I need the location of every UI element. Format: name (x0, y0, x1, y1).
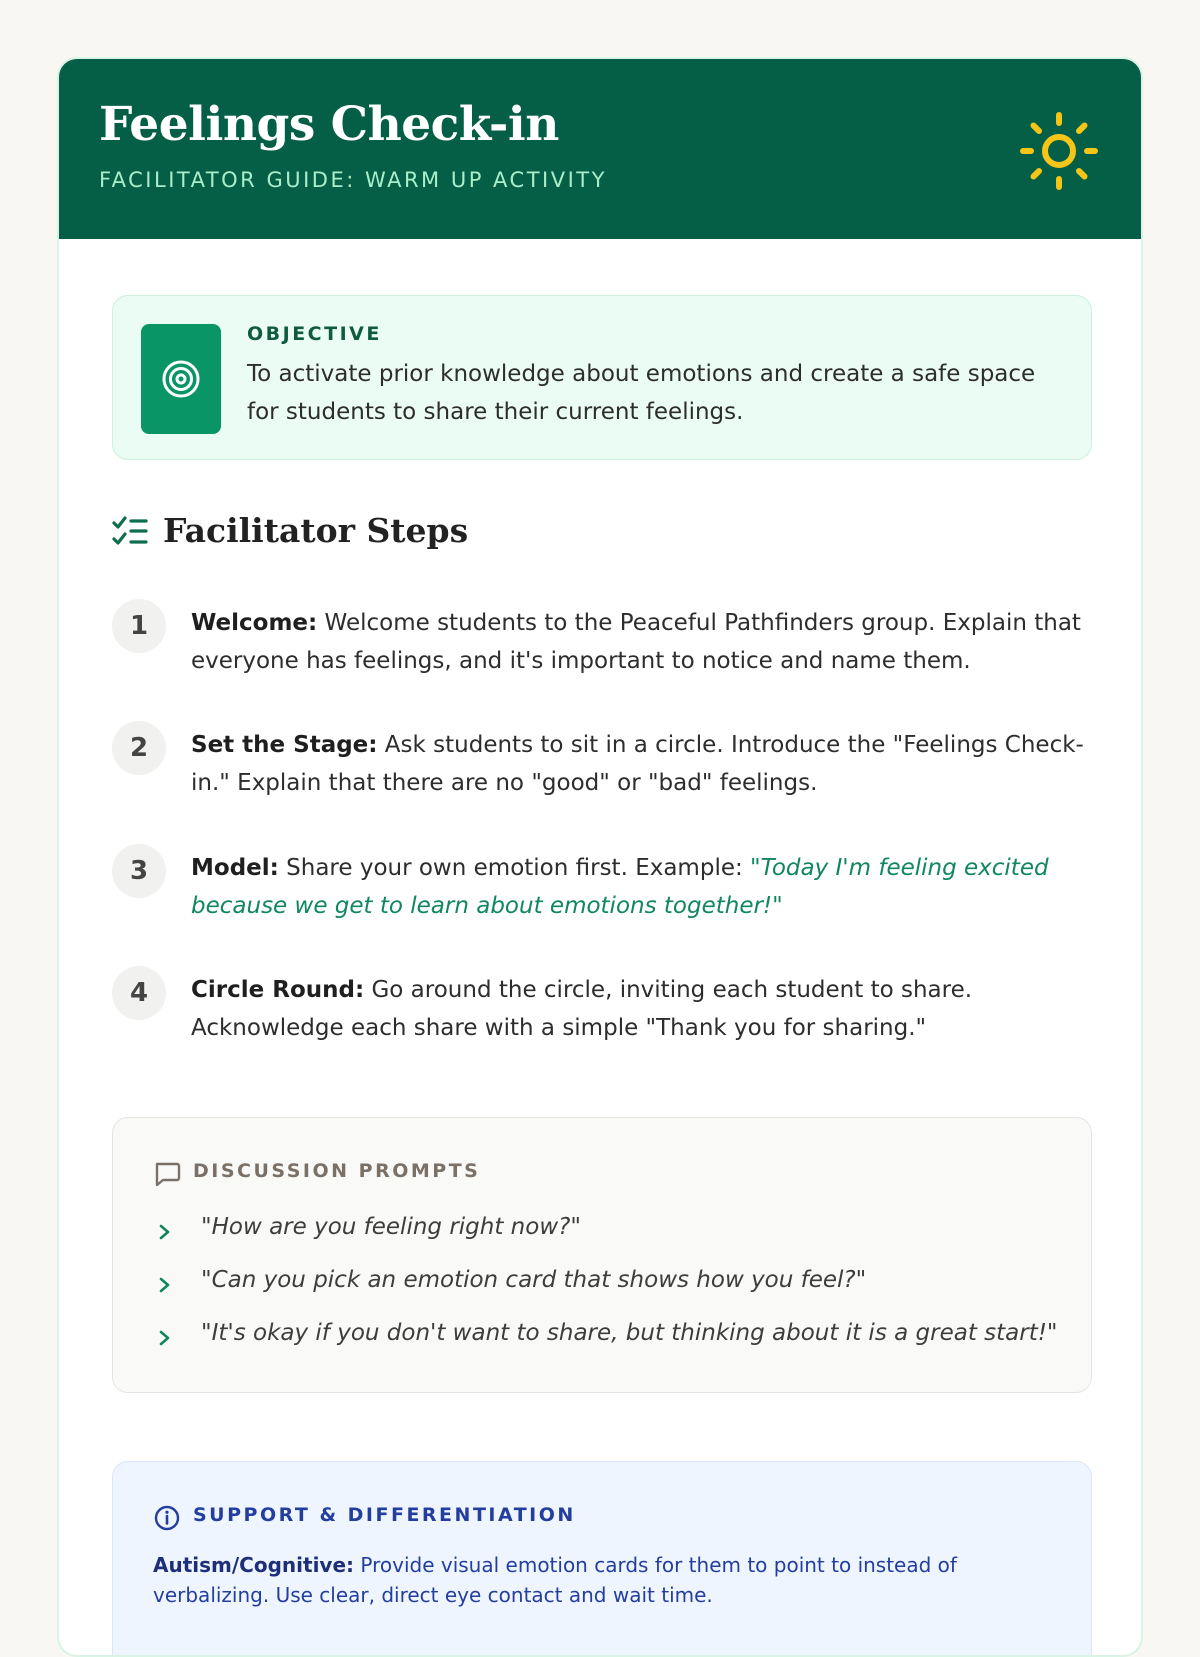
step-description: Welcome students to the Peaceful Pathfinders group. Explain that everyone has feelings, and it's important to notice and name them. (191, 610, 1081, 674)
prompts-label: DISCUSSION PROMPTS (193, 1160, 481, 1182)
step-number: 2 (112, 721, 166, 775)
info-icon (153, 1504, 181, 1532)
support-item-text: Provide visual emotion cards for them to point to instead of verbalizing. Use clear, direct eye contact and wait time. (153, 1553, 957, 1607)
page-subtitle: FACILITATOR GUIDE: WARM UP ACTIVITY (99, 168, 607, 192)
step-text (191, 604, 1096, 680)
step-title: Model: (191, 855, 279, 881)
objective-text: To activate prior knowledge about emotions and create a safe space for students to share their current feelings. (247, 361, 1036, 425)
step-number: 3 (112, 844, 166, 898)
support-box (112, 1461, 1092, 1657)
target-icon (161, 359, 201, 399)
objective-label: OBJECTIVE (247, 323, 382, 345)
prompt-text: "It's okay if you don't want to share, but thinking about it is a great start!" (201, 1320, 1058, 1346)
step-number: 1 (112, 599, 166, 653)
support-text (153, 1550, 1053, 1610)
chevron-right-icon (157, 1275, 173, 1295)
prompt-text: "Can you pick an emotion card that shows how you feel?" (201, 1267, 867, 1293)
step-text (191, 849, 1096, 925)
step-description: Go around the circle, inviting each student to share. Acknowledge each share with a simple "Thank you for sharing." (191, 977, 973, 1041)
objective-icon-box (141, 324, 221, 434)
activity-card (57, 57, 1143, 1657)
chevron-right-icon (157, 1222, 173, 1242)
page-title: Feelings Check-in (99, 97, 559, 152)
support-item-title: Autism/Cognitive: (153, 1553, 355, 1577)
checklist-icon (112, 515, 148, 549)
support-label: SUPPORT & DIFFERENTIATION (193, 1504, 576, 1526)
discussion-prompts-box (112, 1117, 1092, 1393)
step-title: Circle Round: (191, 977, 365, 1003)
step-text (191, 726, 1096, 802)
speech-bubble-icon (153, 1160, 181, 1188)
steps-title: Facilitator Steps (163, 511, 469, 550)
step-title: Welcome: (191, 610, 318, 636)
objective-box (112, 295, 1092, 460)
step-example-quote: "Today I'm feeling excited because we get to learn about emotions together!" (191, 855, 1049, 919)
step-title: Set the Stage: (191, 732, 378, 758)
chevron-right-icon (157, 1328, 173, 1348)
step-description: Share your own emotion first. Example: (278, 855, 751, 881)
prompt-text: "How are you feeling right now?" (201, 1214, 581, 1240)
sun-icon (1019, 111, 1099, 191)
step-number: 4 (112, 966, 166, 1020)
step-text (191, 971, 1096, 1047)
card-header (59, 59, 1141, 239)
step-description: Ask students to sit in a circle. Introduce the "Feelings Check-in." Explain that there are no "good" or "bad" feelings. (191, 732, 1084, 796)
